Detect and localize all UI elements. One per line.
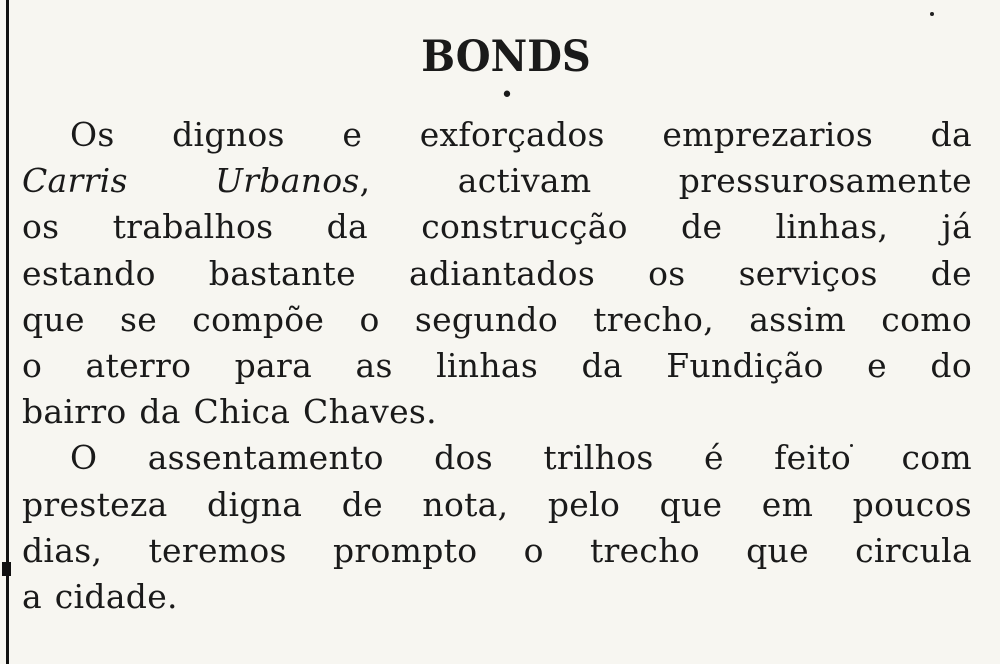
- article-line: [22, 297, 972, 343]
- line-text: Os dignos e exforçados emprezarios da: [70, 115, 972, 154]
- article-line: [22, 112, 972, 158]
- print-speck: [930, 12, 934, 16]
- line-text: que se compõe o segundo trecho, assim como: [22, 299, 972, 339]
- line-text: O assentamento dos trilhos é feito com: [70, 438, 972, 478]
- newspaper-article: [22, 30, 972, 620]
- article-line: [22, 389, 972, 435]
- line-text: bairro da Chica Chaves.: [22, 392, 437, 432]
- article-line: [22, 204, 972, 250]
- article-line: [22, 158, 972, 204]
- article-paragraph-1: [22, 112, 972, 435]
- line-text: , activam pressurosamente: [359, 161, 972, 201]
- column-rule-mark: [2, 562, 11, 576]
- headline-divider: •: [500, 83, 514, 108]
- article-line: [22, 435, 972, 481]
- line-text: os trabalhos da construcção de linhas, já: [22, 207, 972, 247]
- line-text-italic: Carris Urbanos: [22, 161, 360, 201]
- article-headline: BONDS: [421, 31, 591, 82]
- line-text: dias, teremos prompto o trecho que circula: [22, 530, 972, 570]
- line-text: estando bastante adiantados os serviços de: [22, 253, 972, 293]
- article-paragraph-2: [22, 435, 972, 620]
- line-text: presteza digna de nota, pelo que em poucos: [22, 484, 972, 524]
- article-line: [22, 574, 972, 620]
- article-line: [22, 251, 972, 297]
- article-line: [22, 343, 972, 389]
- line-text: o aterro para as linhas da Fundição e do: [22, 346, 972, 386]
- article-line: [22, 528, 972, 574]
- line-text: a cidade.: [22, 577, 178, 617]
- article-line: [22, 482, 972, 528]
